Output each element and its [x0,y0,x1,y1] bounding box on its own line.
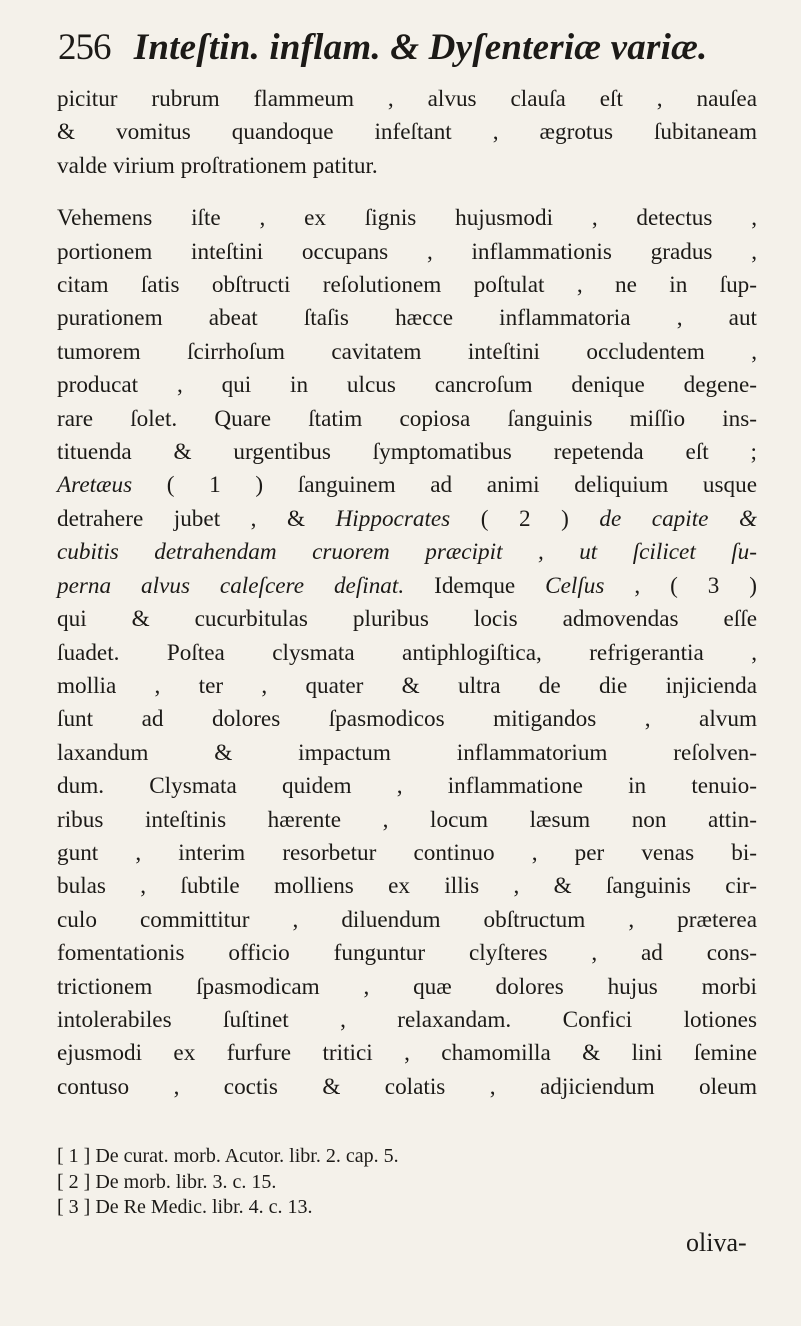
running-header [58,22,758,74]
text-line: valde virium proſtrationem patitur. [57,152,378,179]
main-text [57,83,757,1104]
text-line: bulas , ſubtile molliens ex illis , & ſanguinis cir- [57,873,757,900]
text-line: trictionem ſpasmodicam , quæ dolores hujus morbi [57,973,757,1000]
text-line: purationem abeat ſtaſis hæcce inflammatoria , aut [57,305,757,332]
text-line: qui & cucurbitulas pluribus locis admovendas eſſe [57,606,757,633]
text-line: dum. Clysmata quidem , inflammatione in tenuio- [57,773,757,800]
text-line: perna alvus caleſcere deſinat. Idemque Celſus , ( 3 ) [57,572,757,599]
paragraph-1 [57,83,757,183]
text-line: cubitis detrahendam cruorem præcipit , ut ſcilicet ſu- [57,539,757,566]
text-line: picitur rubrum flammeum , alvus clauſa eſt , nauſea [57,86,757,112]
text-line: laxandum & impactum inflammatorium reſolven- [57,739,757,766]
text-line: ribus inteſtinis hærente , locum læsum non attin- [57,806,757,833]
text-line: fomentationis officio funguntur clyſteres , ad cons- [57,940,757,967]
text-line: contuso , coctis & colatis , adjiciendum oleum [57,1073,757,1100]
footnote-3: [ 3 ] De Re Medic. libr. 4. c. 13. [57,1196,313,1218]
text-line: producat , qui in ulcus cancroſum denique degene- [57,372,757,399]
text-line: gunt , interim resorbetur continuo , per venas bi- [57,839,757,866]
text-line: intolerabiles ſuſtinet , relaxandam. Confici lotiones [57,1006,757,1033]
text-line: ejusmodi ex furfure tritici , chamomilla & lini ſemine [57,1040,757,1067]
text-line: tituenda & urgentibus ſymptomatibus repetenda eſt ; [57,439,757,466]
text-line: rare ſolet. Quare ſtatim copiosa ſanguinis miſſio ins- [57,405,757,432]
text-line: Aretæus ( 1 ) ſanguinem ad animi deliquium usque [57,472,757,499]
page-number: 256 [58,27,111,68]
text-line: Vehemens iſte , ex ſignis hujusmodi , detectus , [57,205,757,232]
text-line: tumorem ſcirrhoſum cavitatem inteſtini occludentem , [57,338,757,365]
text-line: mollia , ter , quater & ultra de die injicienda [57,672,757,699]
text-line: portionem inteſtini occupans , inflammationis gradus , [57,238,757,265]
footnotes [57,1144,537,1221]
paragraph-2 [57,202,757,1104]
text-line: detrahere jubet , & Hippocrates ( 2 ) de capite & [57,505,757,532]
running-title: Inteſtin. inflam. & Dyſenteriæ variæ. [133,27,708,68]
text-line: ſuadet. Poſtea clysmata antiphlogiſtica, refrigerantia , [57,639,757,666]
text-line: citam ſatis obſtructi reſolutionem poſtulat , ne in ſup- [57,272,757,299]
text-line: & vomitus quandoque infeſtant , ægrotus ſubitaneam [57,119,757,146]
footnote-1: [ 1 ] De curat. morb. Acutor. libr. 2. cap. 5. [57,1145,399,1167]
text-line: ſunt ad dolores ſpasmodicos mitigandos , alvum [57,706,757,733]
catchword: oliva- [686,1228,747,1257]
text-line: culo committitur , diluendum obſtructum , præterea [57,906,757,933]
footnote-2: [ 2 ] De morb. libr. 3. c. 15. [57,1170,277,1193]
